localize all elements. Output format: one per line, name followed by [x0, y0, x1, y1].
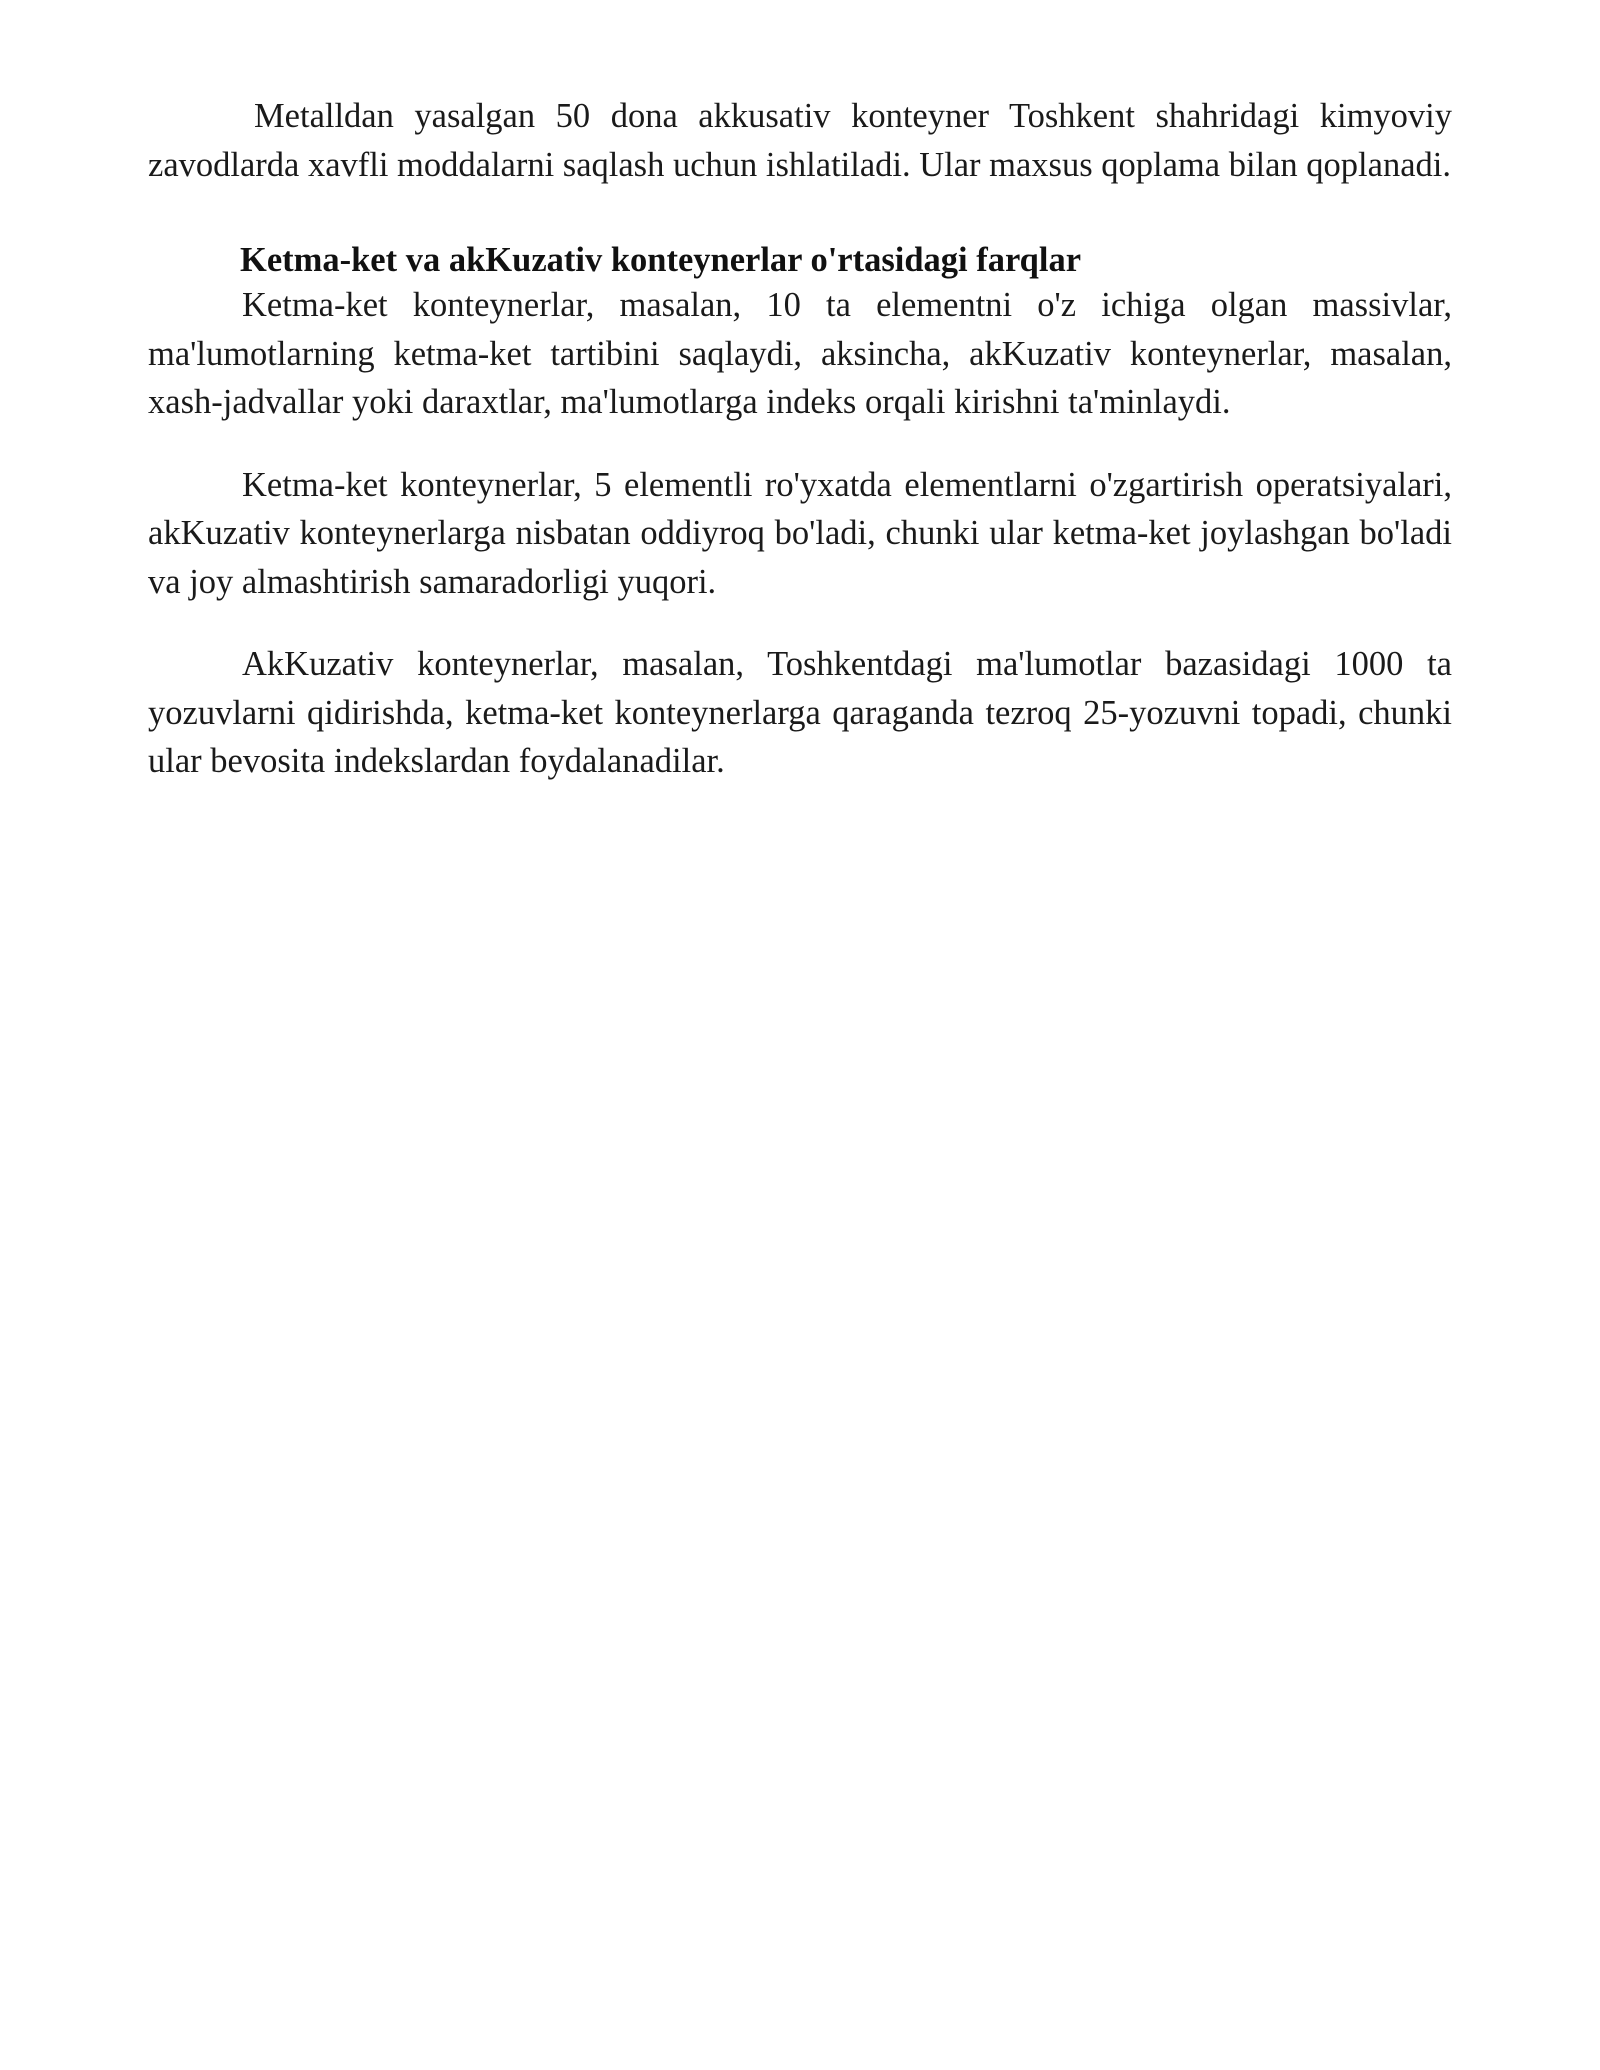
paragraph-differences: Ketma-ket konteynerlar, masalan, 10 ta elementni o'z ichiga olgan massivlar, ma'lumotlarning ketma-ket tartibini saqlaydi, aksincha, akKuzativ konteynerlar, masalan, xash-jadvallar yoki daraxtlar, ma'lumotlarga indeks orqali kirishni ta'minlaydi.	[148, 286, 1452, 421]
paragraph-spacer	[148, 427, 1452, 461]
paragraph-spacer	[148, 189, 1452, 237]
section-heading: Ketma-ket va akKuzativ konteynerlar o'rtasidagi farqlar	[240, 241, 1082, 279]
paragraph-search: AkKuzativ konteynerlar, masalan, Toshkentdagi ma'lumotlar bazasidagi 1000 ta yozuvlarni qidirishda, ketma-ket konteynerlarga qaraganda tezroq 25-yozuvni topadi, chunki ular bevosita indekslardan foydalanadilar.	[148, 645, 1452, 780]
paragraph-spacer	[148, 606, 1452, 640]
paragraph-operations: Ketma-ket konteynerlar, 5 elementli ro'yxatda elementlarni o'zgartirish operatsiyalari, akKuzativ konteynerlarga nisbatan oddiyroq bo'ladi, chunki ular ketma-ket joylashgan bo'ladi va joy almashtirish samaradorligi yuqori.	[148, 465, 1452, 601]
document-body	[148, 92, 1452, 786]
paragraph-intro: Metalldan yasalgan 50 dona akkusativ konteyner Toshkent shahridagi kimyoviy zavodlarda xavfli moddalarni saqlash uchun ishlatiladi. Ular maxsus qoplama bilan qoplanadi.	[148, 97, 1452, 184]
